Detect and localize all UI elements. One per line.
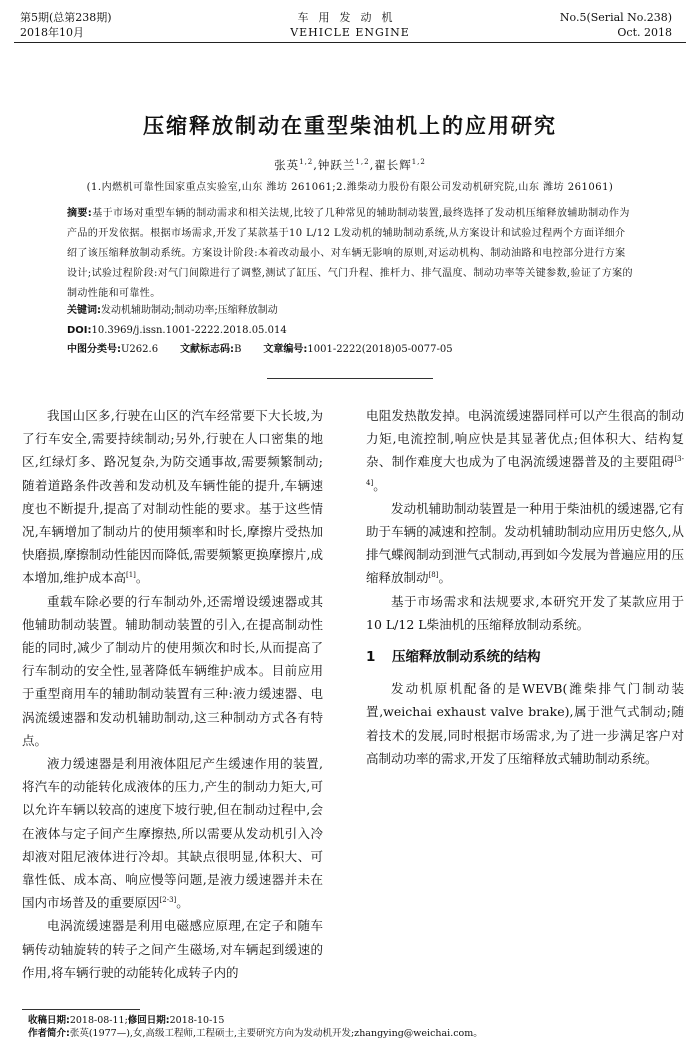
affiliation: (1.内燃机可靠性国家重点实验室,山东 潍坊 261061;2.潍柴动力股份有限公司发动机研究院,山东 潍坊 261061) [86,182,614,193]
citation-reference[interactable]: [3-4] [366,455,684,487]
author-name: 钟跃兰 [317,158,356,172]
author-bio-label: 作者简介: [28,1028,70,1039]
paragraph-text: 电涡流缓速器是利用电磁感应原理,在定子和随车辆传动轴旋转的转子之间产生磁场,对车辆起到缓速的作用,将车辆行驶的动能转化成转子内的 [22,918,323,980]
running-header-serial [560,10,672,40]
body-paragraph [366,590,684,636]
citation-reference[interactable]: [8] [428,571,439,580]
paragraph-text: 电阻发热散发掉。电涡流缓速器同样可以产生很高的制动力矩,电流控制,响应快是其显著优点;但体积大、结构复杂、制作难度大也成为了电涡流缓速器普及的主要阻碍 [366,408,684,470]
footnote-author-bio [28,1027,483,1041]
paragraph-tail: 。 [135,570,149,586]
author-name: 张英 [274,158,300,172]
author-affiliation-mark: 1,2 [299,158,314,167]
body-column-left [22,404,323,984]
author-affiliation-mark: 1,2 [411,158,426,167]
author-name: 翟长辉 [374,158,412,172]
paragraph-text: 基于市场需求和法规要求,本研究开发了某款应用于10 L/12 L柴油机的压缩释放制动系统。 [366,593,684,632]
footnote-dates: 收稿日期:2018-08-11;修回日期:2018-10-15 [28,1015,225,1026]
doccode-value: B [234,344,242,355]
header-serial-number: No.5(Serial No.238) [559,11,672,24]
section-number: 1 [366,649,376,666]
paragraph-text: 液力缓速器是利用液体阻尼产生缓速作用的装置,将汽车的动能转化成液体的压力,产生的制动力矩大,可以允许车辆以较高的速度下坡行驶,但在制动过程中,会在液体与定子间产生摩擦热,所以需要从发动机引入冷却液对阻尼液体进行冷却。其缺点很明显,体积大、可靠性低、成本高、响应慢等问题,是液力缓速器并未在国内市场普及的重要原因 [22,756,323,911]
author-line: 张英$^{1,2}$,钟跃兰$^{1,2}$,翟长辉$^{1,2}$ [274,158,426,172]
body-column-right [366,404,684,770]
doi-label: DOI: [67,325,92,336]
received-label: 收稿日期: [28,1015,70,1026]
classification-line [67,341,453,359]
citation-reference[interactable]: [1] [125,571,136,580]
paragraph-text: 我国山区多,行驶在山区的汽车经常要下大长坡,为了行车安全,需要持续制动;另外,行驶在人口密集的地区,红绿灯多、路况复杂,为防交通事故,需要频繁制动;随着道路条件改善和发动机及车辆性能的提升,车辆速度也不断提升,提高了对制动性能的要求。基于这些情况,车辆增加了制动片的使用频率和时长,摩擦片受热加快磨损,摩擦制动性能因而降低,需要频繁更换摩擦片,成本增加,维护成本高 [22,408,323,586]
citation-reference[interactable]: [2-3] [159,896,177,905]
keywords [67,302,278,320]
abstract-label: 摘要: [67,208,93,219]
header-serial-date: Oct. 2018 [617,26,672,39]
doi [67,322,287,340]
header-rule [14,42,686,43]
author-affiliation-mark: 1,2 [355,158,370,167]
clc-value: U262.6 [121,344,159,355]
body-paragraph [22,914,323,984]
body-paragraph [22,752,323,914]
abstract [67,204,635,304]
section-title: 压缩释放制动系统的结构 [392,649,541,666]
paragraph-text: 重载车除必要的行车制动外,还需增设缓速器或其他辅助制动装置。辅助制动装置的引入,在提高制动性能的同时,减少了制动片的使用频次和时长,从而提高了行车制动的安全性,显著降低车辆维护成本。目前应用于重型商用车的辅助制动装置有三种:液力缓速器、电涡流缓速器和发动机辅助制动,这三种制动方式各有特点。 [22,593,323,748]
clc-label: 中图分类号: [67,344,121,355]
body-paragraph [22,404,323,590]
paragraph-tail: 。 [373,477,386,493]
paragraph-tail: 。 [176,895,189,911]
received-date: 2018-08-11 [69,1015,125,1026]
keywords-text: 发动机辅助制动;制动功率;压缩释放制动 [101,305,278,316]
paragraph-text: 发动机辅助制动装置是一种用于柴油机的缓速器,它有助于车辆的减速和控制。发动机辅助制动应用历史悠久,从排气蝶阀制动到泄气式制动,再到如今发展为普遍应用的压缩释放制动 [366,500,684,586]
footnote-rule [22,1009,140,1010]
body-paragraph [366,677,684,770]
header-issue-date: 2018年10月 [20,26,84,39]
section-heading [366,646,684,669]
abstract-text: 基于市场对重型车辆的制动需求和相关法规,比较了几种常见的辅助制动装置,最终选择了发动机压缩释放辅助制动作为产品的开发依据。根据市场需求,开发了某款基于10 L/12 L发动机的辅助制动系统,从方案设计和试验过程两个方面详细介绍了该压缩释放制动系统。方案设计阶段:本着改动最小、对车辆无影响的原则,对运动机构、制动油路和电控部分进行方案设计;试验过程阶段:对气门间隙进行了调整,测试了缸压、气门升程、推杆力、排气温度、制动功率等关键参数,验证了方案的制动性能和可靠性。 [67,208,633,299]
body-paragraph [366,497,684,590]
abstract-divider [267,378,433,379]
paragraph-text: 发动机原机配备的是WEVB(潍柴排气门制动装置,weichai exhaust valve brake),属于泄气式制动;随着技术的发展,同时根据市场需求,为了进一步满足客户对高制动功率的需求,开发了压缩释放式辅助制动系统。 [366,681,684,766]
body-paragraph [366,404,684,497]
journal-name-cn: 车用发动机 [297,11,403,24]
body-paragraph [22,590,323,752]
journal-name-en: VEHICLE ENGINE [290,26,410,39]
author-bio-text: 张英(1977—),女,高级工程师,工程硕士,主要研究方向为发动机开发;zhangying@weichai.com。 [69,1028,483,1039]
articleno-label: 文章编号: [263,344,308,355]
revised-label: 修回日期: [127,1015,170,1026]
article-title: 压缩释放制动在重型柴油机上的应用研究 [143,114,557,138]
articleno-value: 1001-2222(2018)05-0077-05 [307,344,453,355]
doccode-label: 文献标志码: [180,344,235,355]
paragraph-tail: 。 [438,570,451,586]
keywords-label: 关键词: [67,305,101,316]
doi-value: 10.3969/j.issn.1001-2222.2018.05.014 [91,325,287,336]
header-issue-number: 第5期(总第238期) [20,11,112,24]
revised-date: 2018-10-15 [169,1015,225,1026]
